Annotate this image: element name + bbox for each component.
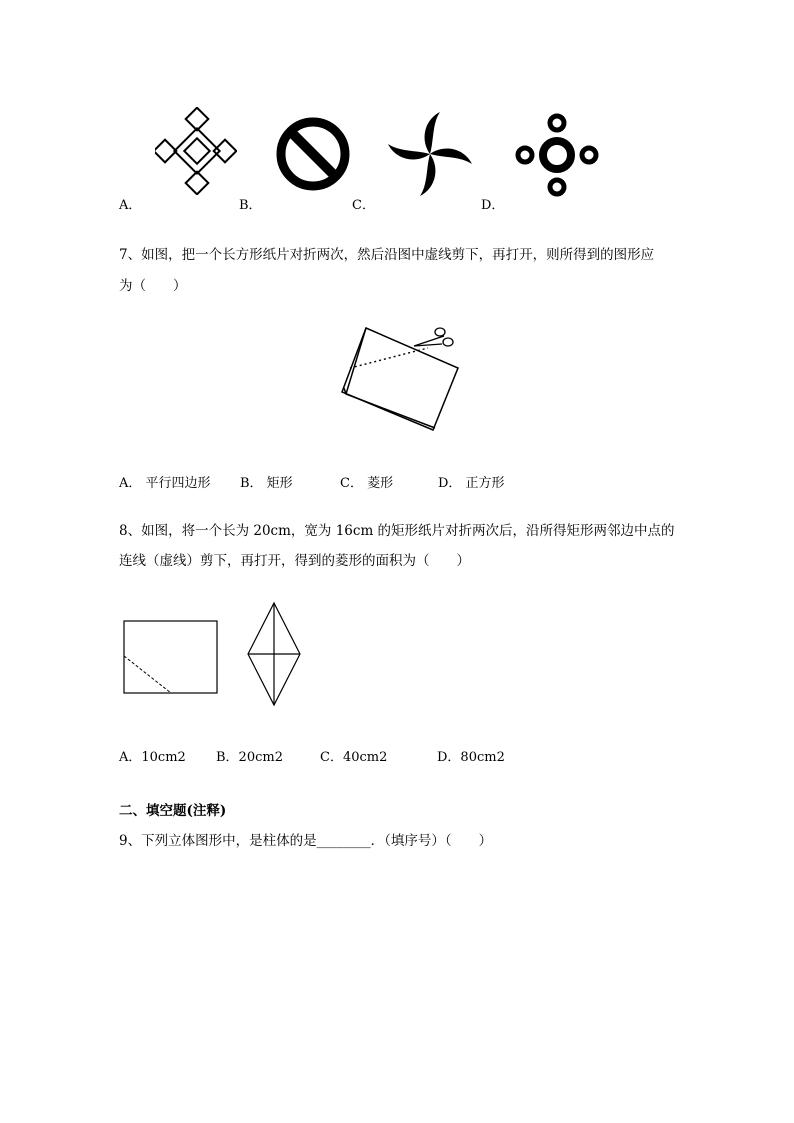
q8-option-d: D．80cm2 [437, 750, 505, 765]
q6-option-a: A． [119, 198, 142, 213]
four-rings-icon [513, 112, 601, 198]
q6-option-d: D． [481, 198, 505, 213]
rhombus-diagonals-icon [246, 601, 302, 707]
q8-option-a: A．10cm2 [119, 750, 186, 765]
q7-text-line1: 7、如图，把一个长方形纸片对折两次，然后沿图中虚线剪下，再打开，则所得到的图形应 [119, 247, 655, 263]
q9-text-line1: 9、下列立体图形中，是柱体的是________．（填序号）（ ） [119, 833, 493, 849]
pinwheel-crescents-icon [386, 110, 474, 198]
prohibition-sign-icon [275, 116, 351, 192]
q8-text-line1: 8、如图，将一个长为 20cm，宽为 16cm 的矩形纸片对折两次后，沿所得矩形两邻边中点的 [119, 523, 675, 539]
interlaced-diamonds-icon [155, 107, 237, 195]
q6-option-c: C． [352, 198, 375, 213]
q7-option-b: B． 矩形 [240, 476, 293, 491]
q8-text-line2: 连线（虚线）剪下，再打开，得到的菱形的面积为（ ） [119, 553, 470, 569]
q7-option-d: D． 正方形 [438, 476, 505, 491]
q8-option-b: B．20cm2 [216, 750, 283, 765]
section-title: 二、填空题(注释) [119, 803, 227, 819]
q8-option-c: C．40cm2 [320, 750, 388, 765]
q7-option-c: C． 菱形 [340, 476, 394, 491]
q7-option-a: A． 平行四边形 [119, 476, 211, 491]
q7-text-line2: 为（ ） [119, 278, 187, 294]
q6-option-b: B． [239, 198, 262, 213]
folded-rectangle-dashed-icon [123, 620, 219, 695]
folded-paper-scissors-icon [336, 322, 466, 434]
